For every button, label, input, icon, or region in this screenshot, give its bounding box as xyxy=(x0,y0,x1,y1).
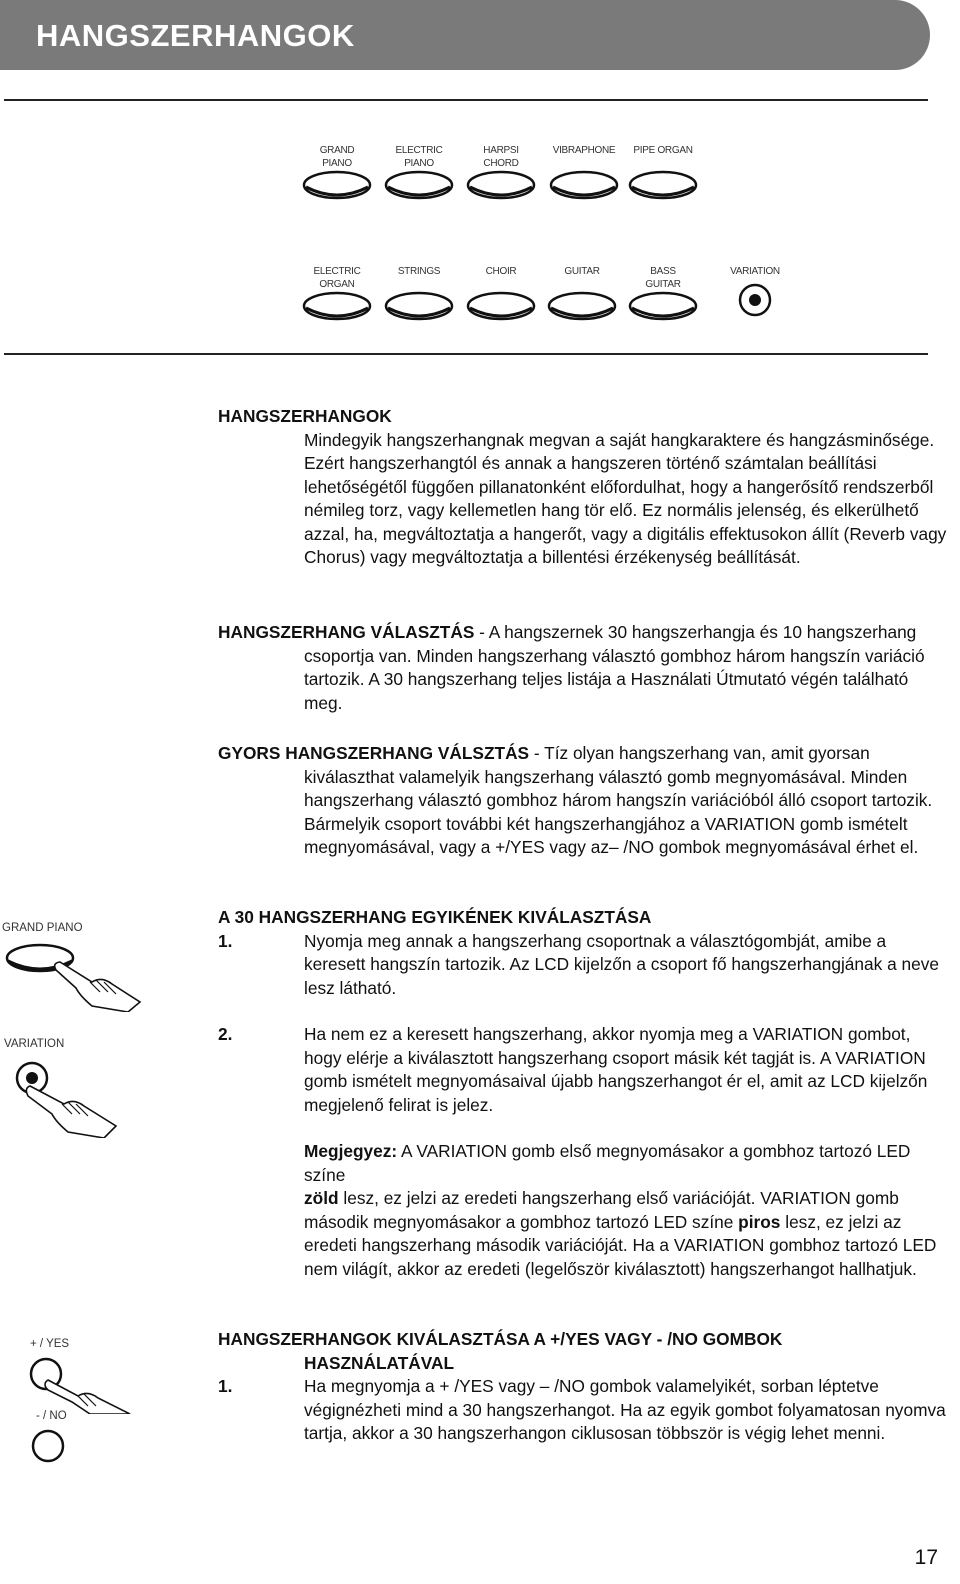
button-variation[interactable] xyxy=(720,265,790,325)
illustration-label: GRAND PIANO xyxy=(2,922,83,934)
section-heading: HANGSZERHANGOK xyxy=(218,406,392,426)
oval-button-icon xyxy=(302,291,372,325)
section-body: - Tíz olyan hangszerhang van, amit gyorsan kiválaszthat valamelyik hangszerhang választó gomb megnyomásával. Minden hangszerhang választó gombhoz három hangszín variációból álló csoport tartozik. Bármelyik csoport további két hangszerhangjához a VARIATION gomb ismételt megnyomásával, vagy a +/YES vagy az– /NO gombok megnyomásával érhet el. xyxy=(304,743,933,857)
button-strings[interactable] xyxy=(384,265,454,325)
section-body: Mindegyik hangszerhangnak megvan a saját hangkaraktere és hangzásminősége. Ezért hangszerhangtól és annak a hangszeren történő számtalan beállítási lehetőségétől függően pillanatonként előfordulhat, hogy a hangerősítő rendszerből némileg torz, vagy kellemetlen hang tör elő. Ez normális jelenség, és elkerülhető azzal, ha, megváltoztatja a hangerőt, vagy a digitális effektusokon állít (Reverb vagy Chorus) vagy megváltoztatja a billentési érzékenység beállítását. xyxy=(304,429,947,567)
divider-bottom xyxy=(4,353,928,355)
step-text: Nyomja meg annak a hangszerhang csoportnak a választógombját, amibe a keresett hangszín tartozik. Az LCD kijelzőn a csoport fő hangszerhangjának a neve lesz látható. xyxy=(304,930,939,998)
illustration-variation xyxy=(0,1036,150,1136)
oval-button-icon xyxy=(302,170,372,204)
oval-button-icon xyxy=(384,170,454,204)
illustration-grand-piano xyxy=(0,918,150,1008)
section-heading: A 30 HANGSZERHANG EGYIKÉNEK KIVÁLASZTÁSA xyxy=(218,907,652,927)
page-header xyxy=(0,0,930,70)
button-label: HARPSI CHORD xyxy=(483,145,519,169)
button-label: ELECTRIC ORGAN xyxy=(313,266,361,290)
section-heading: HANGSZERHANG VÁLASZTÁS xyxy=(218,622,475,642)
oval-button-icon xyxy=(628,291,698,325)
button-electric-piano[interactable] xyxy=(384,144,454,204)
button-label: GRAND PIANO xyxy=(319,145,355,169)
button-label: ELECTRIC PIANO xyxy=(395,145,443,169)
round-led-button-icon xyxy=(738,283,772,317)
note-label: Megjegyez: xyxy=(304,1141,398,1161)
section-heading-cont: HASZNÁLATÁVAL xyxy=(304,1352,455,1373)
oval-button-icon xyxy=(384,291,454,325)
step-text: Ha megnyomja a + /YES vagy – /NO gombok valamelyikét, sorban léptetve végignézheti mind a 30 hangszerhangot. Ha az egyik gombot folyamatosan nyomva tartja, akkor a 30 hangszerhangon ciklusosan többször is végig lehet menni. xyxy=(304,1376,946,1443)
button-label: VIBRAPHONE xyxy=(552,145,616,156)
step-number: 1. xyxy=(218,930,233,951)
section-heading: GYORS HANGSZERHANG VÁLSZTÁS xyxy=(218,743,530,763)
note-red: piros xyxy=(738,1211,781,1232)
button-choir[interactable] xyxy=(466,265,536,325)
hand-pressing-button-icon xyxy=(0,936,150,1012)
step-text: Ha nem ez a keresett hangszerhang, akkor nyomja meg a VARIATION gombot, hogy elérje a kiválasztott hangszerhang csoport másik két tagját is. A VARIATION gomb ismételt megnyomásaival újabb hangszerhangot ér el, amit az LCD kijelzőn megjelenő felirat is jelez. xyxy=(304,1024,928,1115)
section-one-of-30 xyxy=(218,906,948,1281)
button-bass-guitar[interactable] xyxy=(628,265,698,325)
step-number: 1. xyxy=(218,1376,233,1396)
illustration-label: VARIATION xyxy=(4,1038,65,1050)
section-intro xyxy=(218,405,948,570)
button-harpsichord[interactable] xyxy=(466,144,536,204)
no-button-icon xyxy=(30,1428,66,1464)
section-heading: HANGSZERHANGOK KIVÁLASZTÁSA A +/YES VAGY - /NO GOMBOK xyxy=(218,1329,783,1349)
button-electric-organ[interactable] xyxy=(302,265,372,325)
button-label: GUITAR xyxy=(564,266,600,277)
oval-button-icon xyxy=(547,291,617,325)
button-label: BASS GUITAR xyxy=(645,266,681,290)
step-number: 2. xyxy=(218,1024,233,1044)
button-pipe-organ[interactable] xyxy=(628,144,698,204)
note-text: lesz, ez jelzi az eredeti hangszerhang második variációját. Ha a VARIATION gombhoz tartozó LED nem világít, akkor az eredeti (legelőször kiválasztott) hangszerhangot hallhatjuk. xyxy=(304,1211,937,1279)
note-text: lesz, ez jelzi az eredeti hangszerhang első variációját. VARIATION gomb második megnyomásakor a gombhoz tartozó LED színe xyxy=(304,1188,899,1232)
button-grand-piano[interactable] xyxy=(302,144,372,204)
button-label: STRINGS xyxy=(397,266,441,277)
button-label: PIPE ORGAN xyxy=(633,145,693,156)
section-yes-no xyxy=(218,1328,948,1446)
note-green: zöld xyxy=(304,1188,339,1208)
oval-button-icon xyxy=(549,170,619,204)
illustration-label-yes: + / YES xyxy=(30,1338,70,1350)
oval-button-icon xyxy=(466,291,536,325)
illustration-label-no: - / NO xyxy=(36,1410,67,1422)
section-quick-select xyxy=(218,742,948,860)
button-label: VARIATION xyxy=(730,266,780,277)
oval-button-icon xyxy=(466,170,536,204)
page-title: HANGSZERHANGOK xyxy=(36,18,355,53)
button-label: CHOIR xyxy=(485,266,517,277)
button-vibraphone[interactable] xyxy=(547,144,621,204)
note xyxy=(218,1140,948,1281)
oval-button-icon xyxy=(628,170,698,204)
section-body: - A hangszernek 30 hangszerhangja és 10 hangszerhang csoportja van. Minden hangszerhang választó gombhoz három hangszín variáció tartozik. A 30 hangszerhang teljes listája a Használati Útmutató végén található meg. xyxy=(304,622,925,713)
hand-pressing-yes-icon xyxy=(26,1354,150,1414)
button-guitar[interactable] xyxy=(547,265,617,325)
illustration-yes-no xyxy=(0,1334,150,1464)
voice-button-panel xyxy=(0,102,930,352)
divider-top xyxy=(4,99,928,101)
hand-pressing-variation-icon xyxy=(0,1054,150,1138)
note-text: A VARIATION gomb első megnyomásakor a gombhoz tartozó LED színe xyxy=(304,1141,911,1185)
section-voice-select xyxy=(218,621,948,715)
page-number: 17 xyxy=(914,1546,938,1569)
